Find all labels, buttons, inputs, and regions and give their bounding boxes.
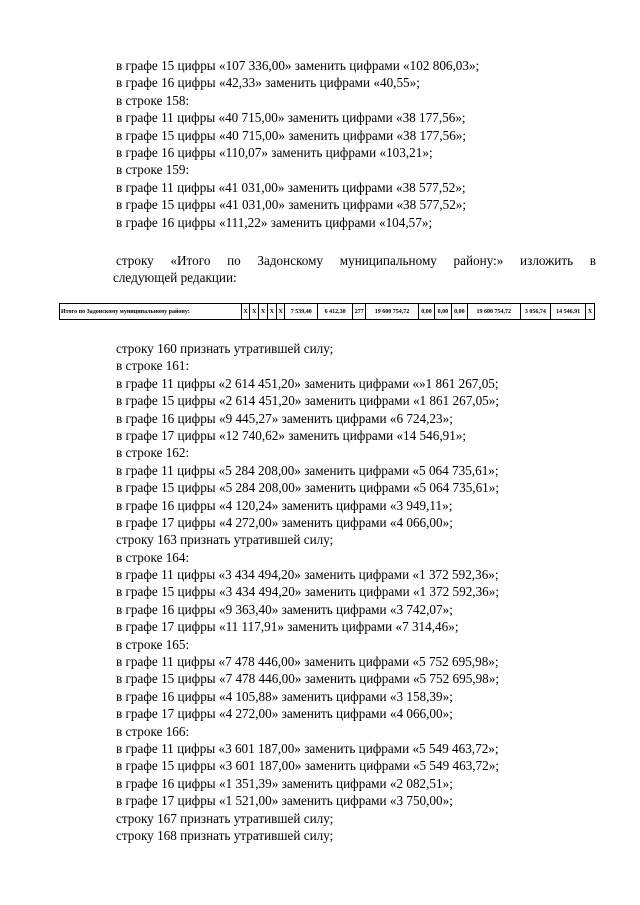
table-cell: X — [586, 304, 595, 320]
paragraph-word: «Итого — [170, 253, 211, 268]
text-line: в графе 15 цифры «3 434 494,20» заменить цифрами «1 372 592,36»; — [116, 584, 500, 600]
table-cell: X — [267, 304, 276, 320]
text-line: в графе 17 цифры «1 521,00» заменить цифрами «3 750,00»; — [116, 793, 453, 809]
text-line: в графе 11 цифры «41 031,00» заменить цифрами «38 577,52»; — [116, 179, 466, 195]
text-line: в графе 11 цифры «3 434 494,20» заменить цифрами «1 372 592,36»; — [116, 567, 499, 583]
text-line: в строке 158: — [116, 92, 190, 108]
text-line: в графе 15 цифры «5 284 208,00» заменить цифрами «5 064 735,61»; — [116, 480, 500, 496]
amendments-block-bottom — [116, 340, 596, 844]
text-line: в графе 15 цифры «40 715,00» заменить цифрами «38 177,56»; — [116, 127, 467, 143]
table-cell: 0,00 — [435, 304, 451, 320]
paragraph-line-justified — [116, 252, 596, 269]
text-line: в графе 16 цифры «9 445,27» заменить цифрами «6 724,23»; — [116, 410, 453, 426]
table-cell: 277 — [353, 304, 366, 320]
text-line: в графе 11 цифры «5 284 208,00» заменить цифрами «5 064 735,61»; — [116, 462, 499, 478]
text-line: в строке 166: — [116, 723, 190, 739]
table-cell: X — [259, 304, 268, 320]
instruction-paragraph — [113, 252, 596, 287]
table-cell: 0,00 — [451, 304, 467, 320]
table-cell: X — [276, 304, 285, 320]
paragraph-word: изложить — [520, 253, 574, 268]
text-line: в строке 161: — [116, 358, 190, 374]
text-line: строку 160 признать утратившей силу; — [116, 341, 334, 356]
text-line: в строке 164: — [116, 549, 190, 565]
text-line: строку 163 признать утратившей силу; — [116, 532, 334, 548]
totals-row — [60, 304, 595, 320]
paragraph-line: следующей редакции: — [113, 270, 237, 286]
paragraph-word: по — [227, 253, 241, 268]
text-line: в строке 165: — [116, 636, 190, 652]
text-line: в графе 15 цифры «107 336,00» заменить цифрами «102 806,03»; — [116, 58, 480, 73]
text-line: в графе 15 цифры «3 601 187,00» заменить цифрами «5 549 463,72»; — [116, 758, 500, 774]
table-cell: 19 600 754,72 — [366, 304, 419, 320]
paragraph-word: Задонскому — [257, 253, 324, 268]
text-line: строку 167 признать утратившей силу; — [116, 810, 334, 826]
table-cell: 0,00 — [418, 304, 434, 320]
table-cell: X — [241, 304, 250, 320]
table-cell: 3 056,74 — [520, 304, 551, 320]
paragraph-word: муниципальному — [339, 253, 437, 268]
text-line: в графе 11 цифры «40 715,00» заменить цифрами «38 177,56»; — [116, 110, 466, 126]
table-cell: 6 412,30 — [318, 304, 353, 320]
totals-table — [59, 303, 595, 320]
text-line: в строке 159: — [116, 162, 190, 178]
text-line: в графе 11 цифры «2 614 451,20» заменить цифрами «»1 861 267,05; — [116, 375, 499, 391]
amendments-block-top — [116, 57, 596, 231]
text-line: строку 168 признать утратившей силу; — [116, 827, 334, 843]
text-line: в графе 16 цифры «4 105,88» заменить цифрами «3 158,39»; — [116, 688, 453, 704]
text-line: в графе 17 цифры «12 740,62» заменить цифрами «14 546,91»; — [116, 427, 467, 443]
table-cell: 7 539,40 — [285, 304, 318, 320]
text-line: в графе 15 цифры «7 478 446,00» заменить цифрами «5 752 695,98»; — [116, 671, 500, 687]
text-line: в строке 162: — [116, 445, 190, 461]
table-cell: 14 546,91 — [551, 304, 586, 320]
text-line: в графе 15 цифры «2 614 451,20» заменить цифрами «1 861 267,05»; — [116, 393, 500, 409]
paragraph-word: в — [589, 253, 596, 268]
text-line: в графе 11 цифры «7 478 446,00» заменить цифрами «5 752 695,98»; — [116, 654, 499, 670]
text-line: в графе 15 цифры «41 031,00» заменить цифрами «38 577,52»; — [116, 197, 467, 213]
text-line: в графе 16 цифры «110,07» заменить цифрами «103,21»; — [116, 144, 433, 160]
text-line: в графе 16 цифры «9 363,40» заменить цифрами «3 742,07»; — [116, 601, 453, 617]
text-line: в графе 16 цифры «1 351,39» заменить цифрами «2 082,51»; — [116, 775, 453, 791]
table-cell: Итого по Задонскому муниципальному району: — [60, 304, 242, 320]
text-line: в графе 17 цифры «4 272,00» заменить цифрами «4 066,00»; — [116, 706, 453, 722]
text-line: в графе 17 цифры «11 117,91» заменить цифрами «7 314,46»; — [116, 619, 459, 635]
text-line: в графе 16 цифры «4 120,24» заменить цифрами «3 949,11»; — [116, 497, 453, 513]
text-line: в графе 11 цифры «3 601 187,00» заменить цифрами «5 549 463,72»; — [116, 740, 499, 756]
paragraph-word: строку — [116, 253, 154, 268]
text-line: в графе 16 цифры «111,22» заменить цифрами «104,57»; — [116, 214, 433, 230]
table-cell: 19 600 754,72 — [468, 304, 521, 320]
paragraph-word: району:» — [453, 253, 504, 268]
text-line: в графе 16 цифры «42,33» заменить цифрами «40,55»; — [116, 75, 420, 91]
text-line: в графе 17 цифры «4 272,00» заменить цифрами «4 066,00»; — [116, 514, 453, 530]
table-cell: X — [250, 304, 259, 320]
